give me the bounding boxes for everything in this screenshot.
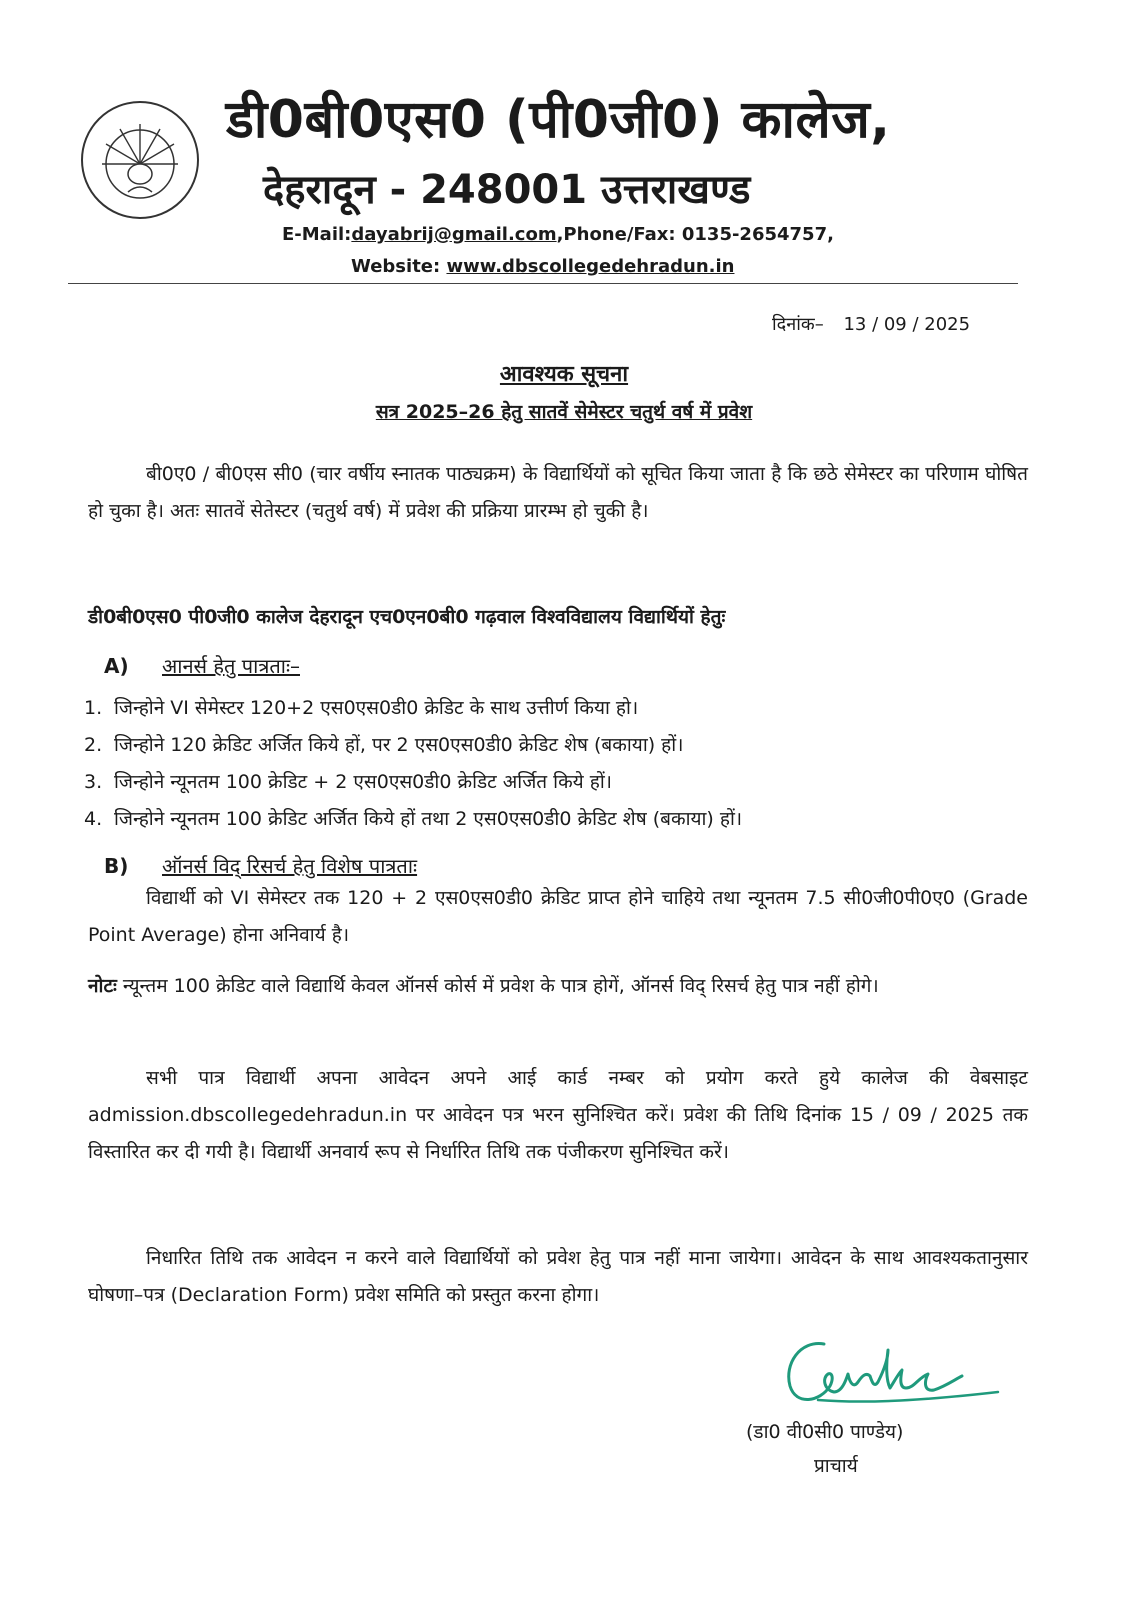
honours-eligibility-list — [84, 690, 1034, 838]
deadline-paragraph: निधारित तिथि तक आवेदन न करने वाले विद्यार्थियों को प्रवेश हेतु पात्र नहीं माना जायेगा। आवेदन के साथ आवश्यकतानुसार घोषणा–पत्र (Declaration Form) प्रवेश समिति को प्रस्तुत करना होगा। — [88, 1247, 1028, 1306]
college-name: डी0बी0एस0 (पी0जी0) कालेज, — [226, 90, 891, 150]
signatory-designation: प्राचार्य — [814, 1455, 858, 1477]
application-paragraph: सभी पात्र विद्यार्थी अपना आवेदन अपने आई कार्ड नम्बर को प्रयोग करते हुये कालेज की वेबसाइट admission.dbscollegedehradun.in पर आवेदन पत्र भरन सुनिश्चित करें। प्रवेश की तिथि दिनांक 15 / 09 / 2025 तक विस्तारित कर दी गयी है। विद्यार्थी अनवार्य रूप से निर्धारित तिथि तक पंजीकरण सुनिश्चित करें। — [88, 1067, 1028, 1163]
email-label: E-Mail: — [282, 224, 352, 245]
list-text: जिन्होने VI सेमेस्टर 120+2 एस0एस0डी0 क्रेडिट के साथ उत्तीर्ण किया हो। — [114, 697, 639, 719]
research-eligibility-paragraph: विद्यार्थी को VI सेमेस्टर तक 120 + 2 एस0एस0डी0 क्रेडिट प्राप्त होने चाहिये तथा न्यूनतम 7.5 सी0जी0पी0ए0 (Grade Point Average) होना अनिवार्य है। — [88, 887, 1028, 946]
contact-line — [282, 224, 834, 245]
header-divider — [68, 283, 1018, 284]
note-paragraph — [88, 968, 1028, 1005]
intro-paragraph: बी0ए0 / बी0एस सी0 (चार वर्षीय स्नातक पाठ्यक्रम) के विद्यार्थियों को सूचित किया जाता है कि छठे सेमेस्टर का परिणाम घोषित हो चुका है। अतः सातवें सेतेस्टर (चतुर्थ वर्ष) में प्रवेश की प्रक्रिया प्रारम्भ हो चुकी है। — [88, 463, 1028, 522]
section-b-title: ऑनर्स विद् रिसर्च हेतु विशेष पात्रताः — [162, 854, 418, 878]
date-label: दिनांक– — [772, 314, 824, 335]
note-text: न्यून्तम 100 क्रेडिट वाले विद्यार्थि केवल ऑनर्स कोर्स में प्रवेश के पात्र होगें, ऑनर्स विद् रिसर्च हेतु पात्र नहीं होगे। — [116, 975, 879, 997]
list-number: 3. — [84, 771, 103, 793]
college-address: देहरादून - 248001 उत्तराखण्ड — [263, 167, 751, 213]
note-label: नोटः — [88, 975, 117, 997]
section-b-label: B) — [104, 854, 129, 878]
phone-fax: ,Phone/Fax: 0135-2654757, — [556, 224, 834, 245]
email-address: dayabrij@gmail.com — [351, 224, 557, 245]
university-subheading: डी0बी0एस0 पी0जी0 कालेज देहरादून एच0एन0बी0 गढ़वाल विश्वविद्यालय विद्यार्थियों हेतुः — [88, 606, 726, 628]
section-b-heading — [104, 852, 417, 879]
list-item — [84, 801, 1034, 838]
signatory-name: (डा0 वी0सी0 पाण्डेय) — [746, 1421, 904, 1443]
list-number: 1. — [84, 697, 103, 719]
list-item — [84, 764, 1034, 801]
list-text: जिन्होने न्यूनतम 100 क्रेडिट + 2 एस0एस0डी0 क्रेडिट अर्जित किये हों। — [114, 771, 612, 793]
website-label: Website: — [351, 256, 447, 277]
section-a-label: A) — [104, 654, 129, 678]
list-number: 2. — [84, 734, 103, 756]
list-text: जिन्होने 120 क्रेडिट अर्जित किये हों, पर 2 एस0एस0डी0 क्रेडिट शेष (बकाया) हों। — [114, 734, 684, 756]
date-value: 13 / 09 / 2025 — [843, 314, 971, 335]
list-item — [84, 690, 1034, 727]
website-line — [351, 256, 734, 277]
signature-icon — [778, 1330, 1004, 1412]
list-item — [84, 727, 1034, 764]
notice-date — [772, 312, 970, 336]
list-number: 4. — [84, 808, 103, 830]
section-a-title: आनर्स हेतु पात्रताः– — [162, 654, 300, 678]
website-url: www.dbscollegedehradun.in — [446, 256, 735, 277]
list-text: जिन्होने न्यूनतम 100 क्रेडिट अर्जित किये हों तथा 2 एस0एस0डी0 क्रेडिट शेष (बकाया) हों। — [114, 808, 743, 830]
college-seal-icon — [66, 98, 214, 222]
notice-subtitle: सत्र 2025–26 हेतु सातवें सेमेस्टर चतुर्थ वर्ष में प्रवेश — [375, 401, 753, 423]
section-a-heading — [104, 652, 300, 679]
notice-title: आवश्यक सूचना — [499, 362, 629, 387]
